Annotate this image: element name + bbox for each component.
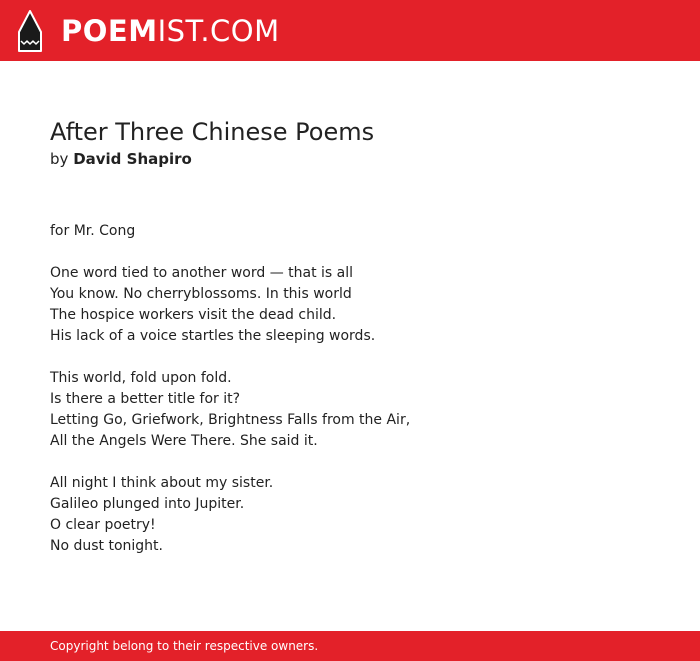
dedication	[50, 221, 650, 242]
poem-body	[50, 221, 650, 557]
poem-line: This world, fold upon fold.	[50, 370, 232, 386]
pencil-icon	[16, 10, 44, 52]
logo-text-bold: POEM	[61, 14, 158, 48]
poem-line: His lack of a voice startles the sleeping words.	[50, 328, 376, 344]
poem-line: The hospice workers visit the dead child.	[50, 307, 337, 323]
logo-text-light: IST.COM	[157, 14, 280, 48]
site-name	[61, 9, 280, 53]
stanza-3	[50, 473, 650, 557]
poem-line: All night I think about my sister.	[50, 475, 274, 491]
poem-line: O clear poetry!	[50, 517, 156, 533]
stanza-2	[50, 368, 650, 452]
author-name: David Shapiro	[73, 150, 192, 168]
site-footer	[0, 631, 700, 661]
poem-line: One word tied to another word — that is all	[50, 265, 354, 281]
poem-content	[50, 116, 650, 578]
poem-line: You know. No cherryblossoms. In this world	[50, 286, 352, 302]
poem-line: Is there a better title for it?	[50, 391, 241, 407]
poem-title: After Three Chinese Poems	[50, 118, 375, 146]
poem-byline	[50, 148, 650, 170]
poem-line: All the Angels Were There. She said it.	[50, 433, 318, 449]
site-logo-link[interactable]	[16, 9, 280, 53]
dedication-line: for Mr. Cong	[50, 223, 136, 239]
poem-line: Galileo plunged into Jupiter.	[50, 496, 245, 512]
byline-label: by	[50, 150, 69, 168]
copyright-notice: Copyright belong to their respective owners.	[50, 639, 319, 653]
site-header	[0, 0, 700, 61]
stanza-1	[50, 263, 650, 347]
poem-line: No dust tonight.	[50, 538, 163, 554]
poem-line: Letting Go, Griefwork, Brightness Falls from the Air,	[50, 412, 411, 428]
